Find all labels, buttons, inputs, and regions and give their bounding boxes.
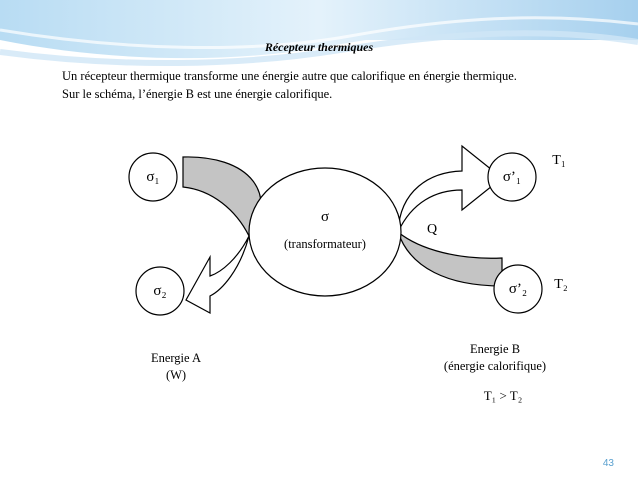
energy-a-line1: Energie A bbox=[150, 351, 202, 365]
temperature-t1: T₁ bbox=[552, 153, 566, 168]
sigma-2-label: σ₂ bbox=[153, 283, 167, 299]
temperature-t2: T₂ bbox=[554, 277, 568, 292]
transformer-ellipse bbox=[249, 168, 401, 296]
sigma-prime-1-label: σ’₁ bbox=[502, 169, 522, 185]
center-symbol: σ bbox=[320, 209, 330, 225]
heat-return-arrow bbox=[398, 232, 502, 286]
energy-a-arrowhead bbox=[186, 236, 249, 313]
sigma-prime-2-label: σ’₂ bbox=[508, 281, 528, 297]
sigma-1-label: σ₁ bbox=[146, 169, 160, 185]
temperature-inequality: T₁ > T₂ bbox=[483, 388, 523, 403]
energy-a-line2: (W) bbox=[165, 368, 187, 382]
heat-q-label: Q bbox=[426, 222, 438, 237]
energy-b-line1: Energie B bbox=[469, 342, 521, 356]
center-caption: (transformateur) bbox=[284, 237, 366, 251]
page-title: Récepteur thermiques bbox=[264, 40, 374, 54]
intro-paragraph: Un récepteur thermique transforme une énergie autre que calorifique en énergie thermique. Sur le schéma, l’énergie B est une énergie calorifique. bbox=[62, 69, 517, 101]
heat-q-arrow bbox=[398, 146, 502, 232]
energy-b-line2: (énergie calorifique) bbox=[443, 359, 547, 373]
page-number: 43 bbox=[602, 458, 614, 469]
